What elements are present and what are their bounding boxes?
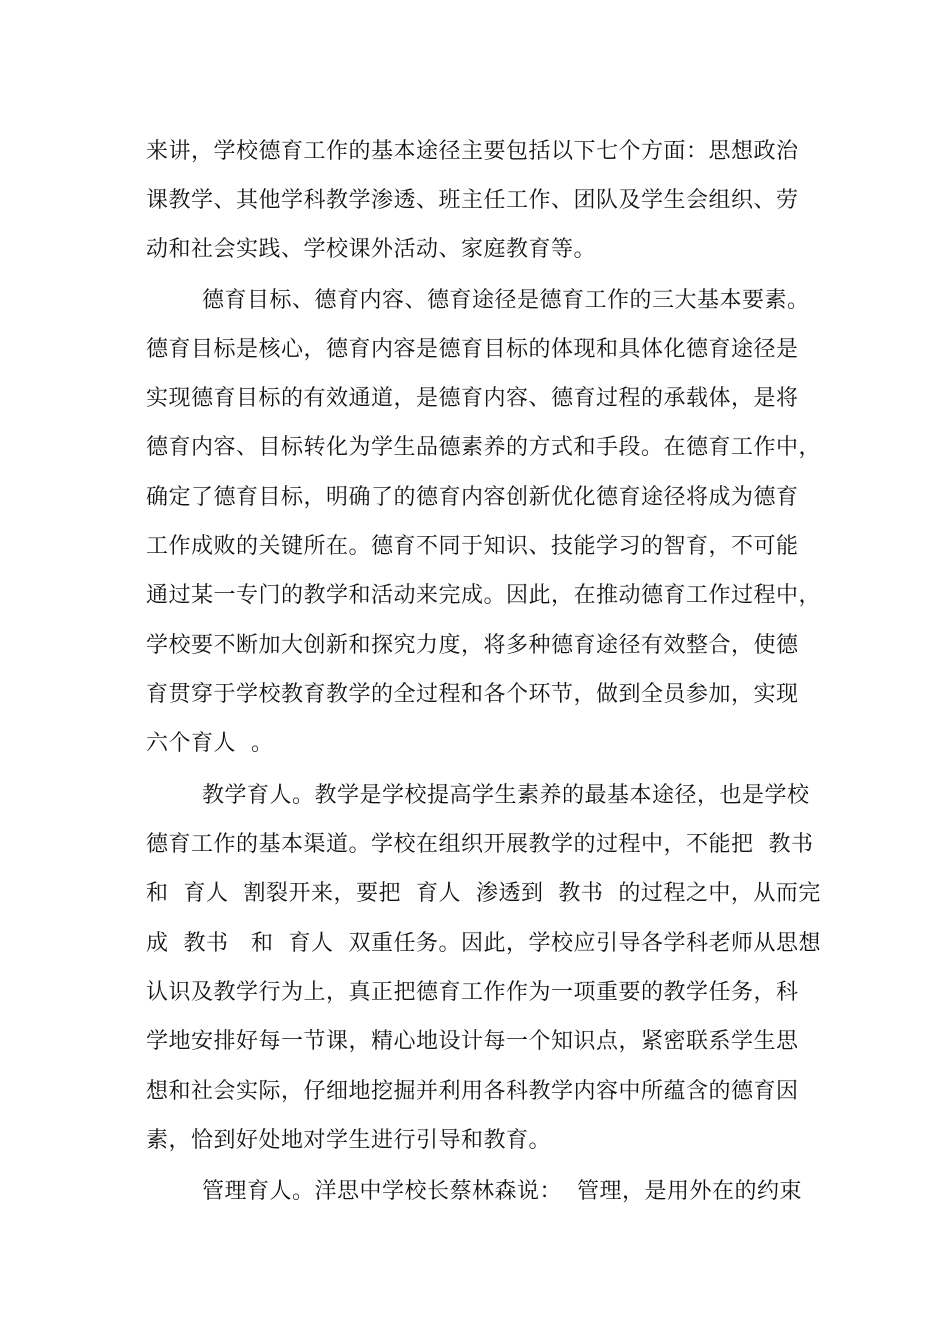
text-line-4: 德育目标、德育内容、德育途径是德育工作的三大基本要素。 [202, 288, 810, 313]
text-line-12: 育贯穿于学校教育教学的全过程和各个环节，做到全员参加，实现 [146, 682, 799, 707]
text-line-10: 通过某一专门的教学和活动来完成。因此，在推动德育工作过程中， [146, 583, 822, 608]
text-line-15: 德育工作的基本渠道。学校在组织开展教学的过程中，不能把 教书 [146, 832, 814, 857]
text-line-22: 管理育人。洋思中学校长蔡林森说： 管理，是用外在的约束 [202, 1179, 802, 1204]
text-line-8: 确定了德育目标，明确了的德育内容创新优化德育途径将成为德育 [146, 485, 799, 510]
text-line-9: 工作成败的关键所在。德育不同于知识、技能学习的智育，不可能 [146, 534, 799, 559]
text-line-17: 成 教书 和 育人 双重任务。因此，学校应引导各学科老师从思想 [146, 931, 821, 956]
text-line-14: 教学育人。教学是学校提高学生素养的最基本途径，也是学校 [202, 783, 810, 808]
text-line-13: 六个育人 。 [146, 731, 274, 756]
text-line-18: 认识及教学行为上，真正把德育工作作为一项重要的教学任务，科 [146, 980, 799, 1005]
text-line-20: 想和社会实际，仔细地挖掘并利用各科教学内容中所蕴含的德育因 [146, 1079, 799, 1104]
text-line-6: 实现德育目标的有效通道，是德育内容、德育过程的承载体，是将 [146, 386, 799, 411]
text-line-21: 素，恰到好处地对学生进行引导和教育。 [146, 1128, 552, 1153]
text-line-2: 课教学、其他学科教学渗透、班主任工作、团队及学生会组织、劳 [146, 188, 799, 213]
text-line-3: 动和社会实践、学校课外活动、家庭教育等。 [146, 237, 597, 262]
text-line-1: 来讲，学校德育工作的基本途径主要包括以下七个方面：思想政治 [146, 139, 799, 164]
text-line-19: 学地安排好每一节课，精心地设计每一个知识点，紧密联系学生思 [146, 1029, 799, 1054]
text-line-16: 和 育人 割裂开来，要把 育人 渗透到 教书 的过程之中，从而完 [146, 881, 821, 906]
text-line-7: 德育内容、目标转化为学生品德素养的方式和手段。在德育工作中， [146, 435, 822, 460]
text-line-5: 德育目标是核心，德育内容是德育目标的体现和具体化德育途径是 [146, 337, 799, 362]
text-line-11: 学校要不断加大创新和探究力度，将多种德育途径有效整合，使德 [146, 633, 799, 658]
